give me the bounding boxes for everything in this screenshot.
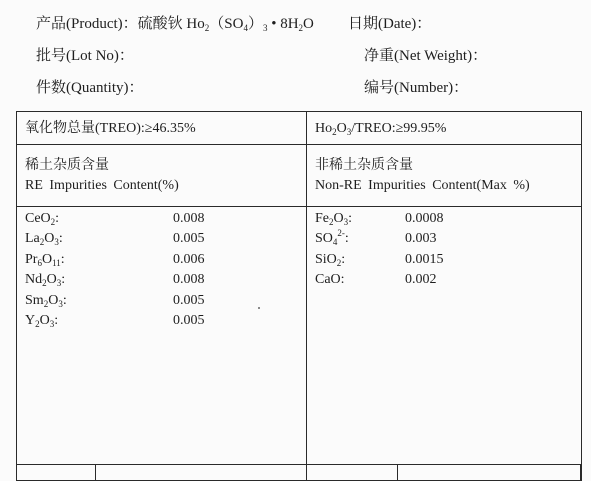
row-divider xyxy=(17,206,581,207)
non-re-impurities-title-en: Non-RE Impurities Content(Max %) xyxy=(315,178,530,193)
formula-part: : xyxy=(62,292,67,308)
subscript: 3 xyxy=(54,237,59,248)
non-re-impurity-value: 0.002 xyxy=(405,272,437,288)
formula-part: Y xyxy=(25,313,36,328)
non-re-impurities-title-cn: 非稀土杂质含量 xyxy=(315,158,413,173)
footer-cell-divider xyxy=(95,464,96,480)
product-label-part: （SO xyxy=(209,16,244,32)
re-impurity-name xyxy=(25,292,67,310)
row-divider xyxy=(17,144,581,145)
formula-part: O xyxy=(48,292,59,308)
re-impurity-row xyxy=(25,210,295,230)
subscript: 4 xyxy=(243,23,248,33)
formula-part: O xyxy=(41,251,53,267)
speck xyxy=(258,307,260,309)
subscript: 2 xyxy=(43,298,49,309)
non-re-impurity-row xyxy=(315,210,585,230)
re-impurity-name xyxy=(25,210,59,228)
re-impurities-title-cn: 稀土杂质含量 xyxy=(25,158,109,173)
formula-part: : xyxy=(54,313,59,328)
product-label-prefix: 产品(Product)：硫酸钬 Ho xyxy=(36,16,205,32)
formula-part: Fe xyxy=(315,211,329,226)
ratio-part: Ho xyxy=(315,121,333,136)
re-impurity-name xyxy=(25,312,58,330)
formula-part: Nd xyxy=(25,272,43,288)
subscript: 2 xyxy=(204,23,210,33)
formula-part: CaO xyxy=(315,272,341,288)
re-impurity-row xyxy=(25,251,295,271)
product-label-part: ） xyxy=(247,16,263,32)
subscript: 2 xyxy=(298,23,304,33)
subscript: 3 xyxy=(56,278,62,289)
product-label-part: • 8H xyxy=(267,16,299,32)
non-re-impurity-value: 0.003 xyxy=(405,231,437,247)
re-impurity-row xyxy=(25,271,295,291)
subscript: 2 xyxy=(42,278,47,289)
date-field: 日期(Date)： xyxy=(348,16,432,32)
treo-total: 氧化物总量(TREO):≥46.35% xyxy=(25,121,196,136)
subscript: 3 xyxy=(49,319,55,329)
formula-part: O xyxy=(333,211,344,226)
subscript: 2 xyxy=(329,217,334,227)
formula-part: : xyxy=(344,231,349,247)
subscript: 2 xyxy=(50,217,56,227)
number-field: 编号(Number)： xyxy=(364,80,469,96)
re-impurity-name xyxy=(25,230,63,248)
column-divider xyxy=(306,112,307,480)
re-impurity-value: 0.006 xyxy=(173,251,205,267)
product-field xyxy=(36,15,314,33)
re-impurity-value: 0.005 xyxy=(173,292,205,308)
superscript: 2- xyxy=(337,228,345,239)
formula-part: : xyxy=(341,251,346,267)
formula-part: O xyxy=(46,272,57,288)
re-impurity-value: 0.005 xyxy=(173,231,205,247)
subscript: 3 xyxy=(262,23,268,33)
re-impurity-value: 0.005 xyxy=(173,313,205,328)
non-re-impurity-name xyxy=(315,251,345,269)
formula-part: La xyxy=(25,231,40,247)
subscript: 6 xyxy=(37,257,42,268)
non-re-impurity-value: 0.0008 xyxy=(405,211,444,226)
re-impurity-value: 0.008 xyxy=(173,272,205,288)
re-impurity-value: 0.008 xyxy=(173,211,205,226)
formula-part: Sm xyxy=(25,292,44,308)
subscript: 3 xyxy=(58,298,63,309)
non-re-impurity-row xyxy=(315,271,585,291)
subscript: 3 xyxy=(346,127,352,137)
re-impurity-name xyxy=(25,271,65,289)
non-re-impurity-row xyxy=(315,230,585,250)
non-re-impurity-name xyxy=(315,271,345,289)
subscript: 2 xyxy=(35,319,40,329)
re-impurity-row xyxy=(25,292,295,312)
non-re-impurity-row xyxy=(315,251,585,271)
footer-cell-divider xyxy=(397,464,398,480)
formula-part: SiO xyxy=(315,251,337,267)
formula-part: : xyxy=(340,272,345,288)
subscript: 3 xyxy=(343,217,349,227)
formula-part: : xyxy=(61,272,66,288)
analysis-table xyxy=(16,111,582,481)
ratio-part: O xyxy=(336,121,347,136)
non-re-impurity-name xyxy=(315,230,349,248)
subscript: 11 xyxy=(52,257,61,268)
non-re-impurity-value: 0.0015 xyxy=(405,251,444,267)
re-impurity-row xyxy=(25,312,295,332)
formula-part: O xyxy=(39,313,50,328)
formula-part: Pr xyxy=(25,251,38,267)
row-divider xyxy=(17,464,581,465)
formula-part: : xyxy=(60,251,65,267)
quantity-field: 件数(Quantity)： xyxy=(36,80,144,96)
re-impurity-row xyxy=(25,230,295,250)
formula-part: : xyxy=(58,231,63,247)
net-weight-field: 净重(Net Weight)： xyxy=(364,48,488,64)
product-label-part: O xyxy=(303,16,314,32)
non-re-impurity-name xyxy=(315,210,352,228)
footer-cell-divider xyxy=(580,464,581,480)
formula-part: CeO xyxy=(25,211,51,226)
formula-part: O xyxy=(44,231,55,247)
formula-part: : xyxy=(348,211,353,226)
formula-part: : xyxy=(55,211,60,226)
ratio-part: /TREO:≥99.95% xyxy=(351,121,447,136)
re-impurity-name xyxy=(25,251,65,269)
lot-number-field: 批号(Lot No)： xyxy=(36,48,134,64)
subscript: 2 xyxy=(336,257,342,268)
ho2o3-treo-ratio xyxy=(315,120,446,138)
subscript: 2 xyxy=(332,127,337,137)
subscript: 4 xyxy=(332,237,338,248)
subscript: 2 xyxy=(39,237,45,248)
re-impurities-title-en: RE Impurities Content(%) xyxy=(25,178,179,193)
formula-part: SO xyxy=(315,231,333,247)
